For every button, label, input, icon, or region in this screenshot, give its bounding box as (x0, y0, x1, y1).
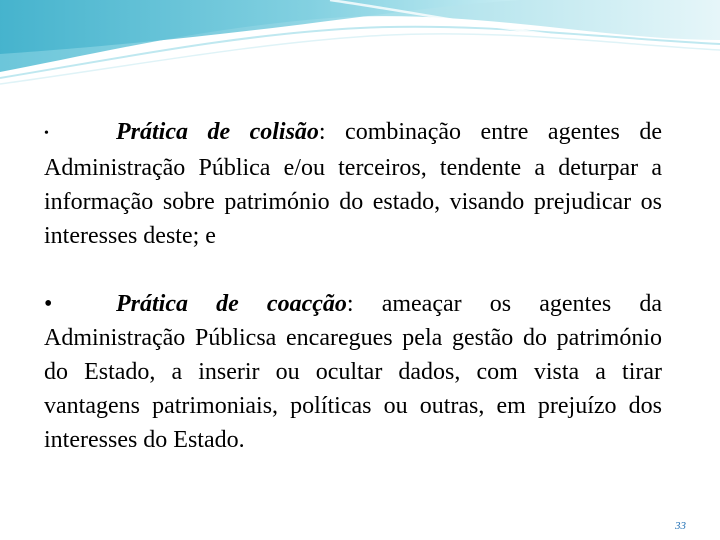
bullet-icon: • (44, 291, 53, 317)
header-wave-decoration (0, 0, 720, 110)
definition-colisao: : combinação entre agentes de Administração Pública e/ou terceiros, tendente a deturpar a informação sobre património do estado, visando prejudicar os interesses deste; e (44, 119, 663, 249)
bullet-item-colisao (44, 115, 662, 253)
page-number: 33 (675, 520, 686, 532)
term-colisao: Prática de colisão (116, 119, 319, 145)
slide-body (44, 115, 662, 457)
bullet-icon: • (44, 126, 49, 141)
definition-coaccao: : ameaçar os agentes da Administração Públicsa encaregues pela gestão do património do Estado, a inserir ou ocultar dados, com vista a tirar vantagens patrimoniais, políticas ou outras, em prejuízo dos interesses do Estado. (44, 291, 662, 453)
bullet-item-coaccao (44, 287, 662, 457)
term-coaccao: Prática de coacção (116, 291, 347, 317)
